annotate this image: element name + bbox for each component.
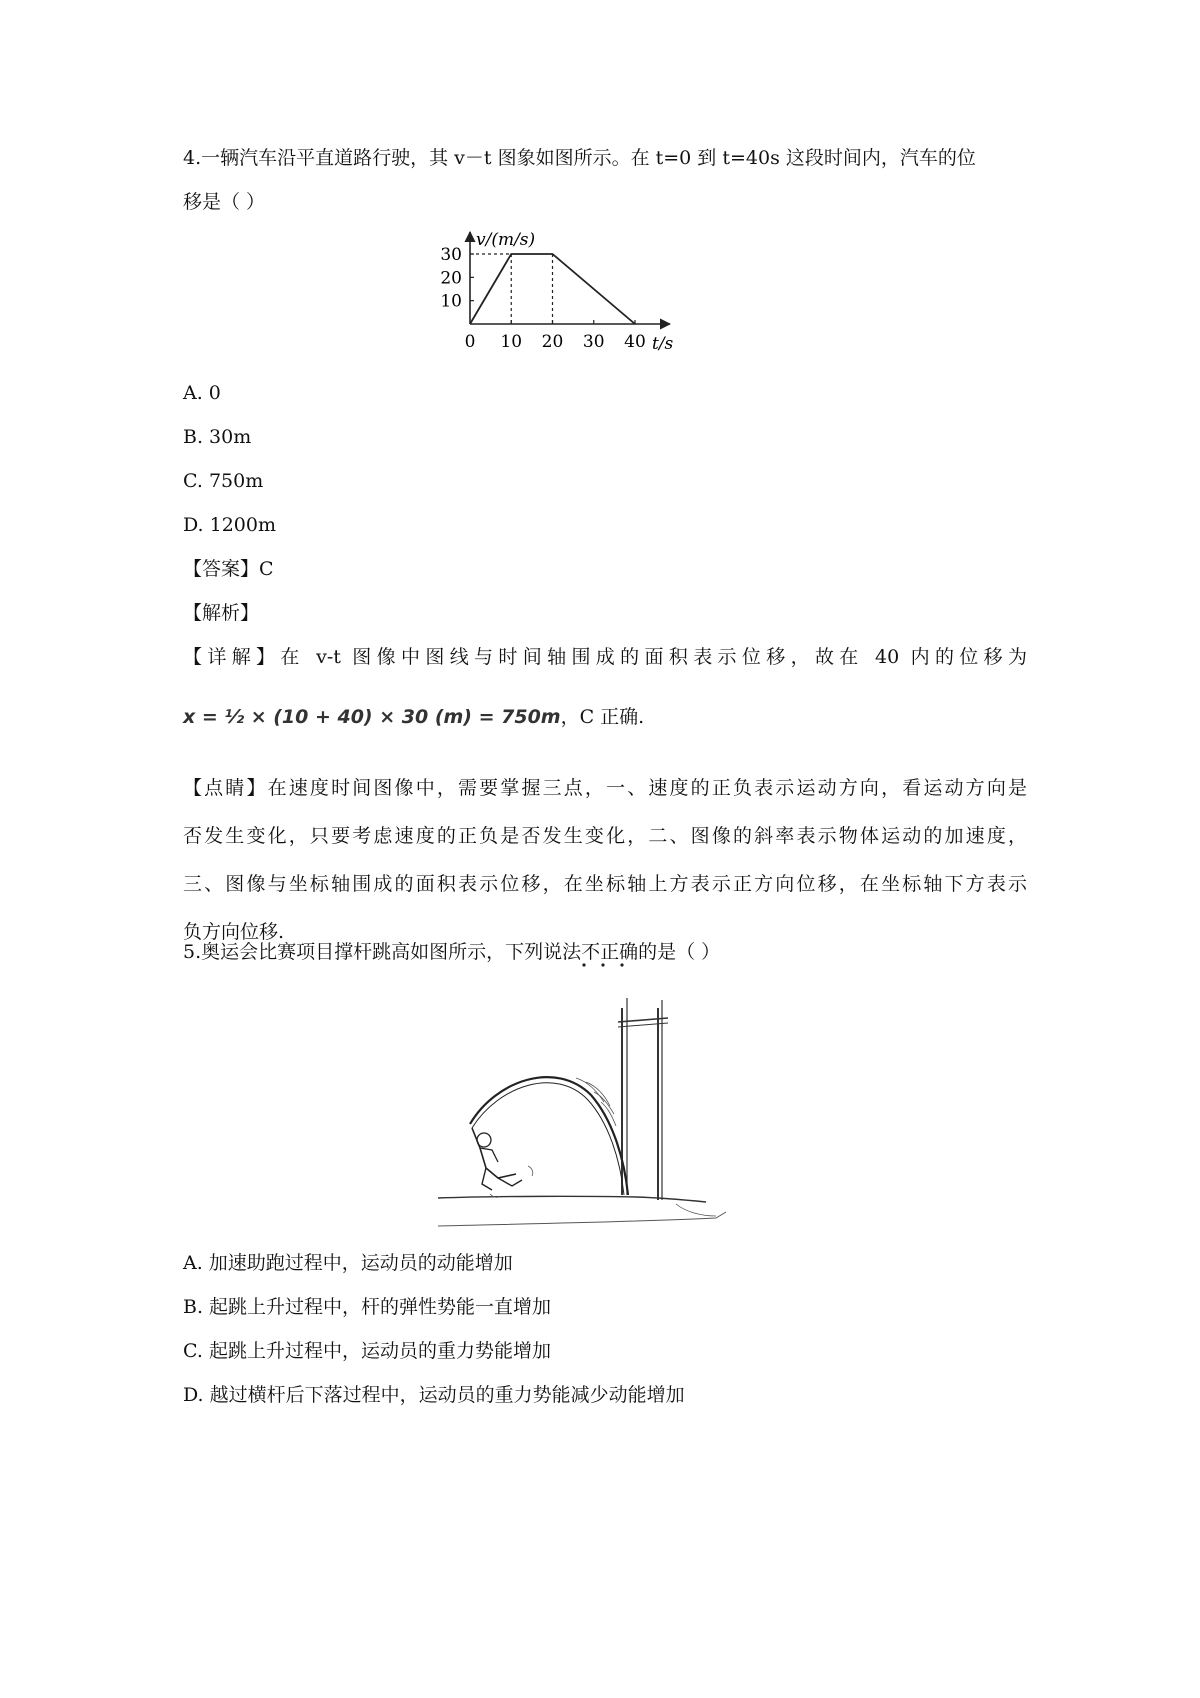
x-tick-label: 0 — [464, 332, 476, 352]
q4-tips-line2: 否发生变化，只要考虑速度的正负是否发生变化，二、图像的斜率表示物体运动的加速度， — [183, 825, 1027, 847]
q4-formula-line — [183, 702, 1027, 732]
x-tick-label: 20 — [541, 332, 564, 352]
y-axis-label: v/(m/s) — [476, 230, 536, 250]
q4-formula: x = ½ × (10 + 40) × 30 (m) = 750m — [183, 706, 561, 728]
y-tick-label: 10 — [440, 291, 462, 312]
vt-chart — [430, 228, 690, 358]
x-axis-label: t/s — [652, 334, 674, 354]
y-tick-label: 20 — [440, 268, 462, 289]
q5-option-d: D. 越过横杆后下落过程中，运动员的重力势能减少动能增加 — [183, 1384, 685, 1406]
q4-option-c: C. 750m — [183, 470, 264, 492]
pole-vault-illustration — [436, 990, 736, 1235]
emphasis-dots — [578, 960, 648, 970]
q4-option-a: A. 0 — [183, 382, 221, 404]
q4-stem-line1: 4.一辆汽车沿平直道路行驶，其 v－t 图象如图所示。在 t=0 到 t=40s 这段时间内，汽车的位 — [183, 147, 976, 169]
x-tick-label: 30 — [582, 332, 605, 352]
q5-option-a: A. 加速助跑过程中，运动员的动能增加 — [183, 1252, 513, 1274]
x-tick-label: 10 — [500, 332, 523, 352]
q4-detail — [183, 642, 1027, 672]
q4-formula-tail: ，C 正确. — [560, 706, 645, 728]
q4-option-d: D. 1200m — [183, 514, 277, 536]
q4-tips-line4: 负方向位移. — [183, 921, 285, 943]
q4-tips — [183, 764, 1027, 956]
q4-analysis-heading: 【解析】 — [183, 602, 260, 624]
q4-detail-text: 【详解】在 v-t 图像中图线与时间轴围成的面积表示位移，故在 40 内的位移为 — [183, 646, 1027, 668]
x-tick-label: 40 — [624, 332, 646, 352]
q4-tips-line1: 【点睛】在速度时间图像中，需要掌握三点，一、速度的正负表示运动方向，看运动方向是 — [183, 777, 1027, 799]
q4-answer: 【答案】C — [183, 558, 274, 580]
q4-tips-line3: 三、图像与坐标轴围成的面积表示位移，在坐标轴上方表示正方向位移，在坐标轴下方表示 — [183, 873, 1027, 895]
y-tick-label: 30 — [440, 245, 462, 265]
q4-stem-line2: 移是（ ） — [183, 191, 266, 213]
q5-option-b: B. 起跳上升过程中，杆的弹性势能一直增加 — [183, 1296, 552, 1318]
velocity-line — [470, 254, 635, 324]
q5-stem: 5.奥运会比赛项目撑杆跳高如图所示，下列说法不正确的是（ ） — [183, 941, 721, 963]
q5-option-c: C. 起跳上升过程中，运动员的重力势能增加 — [183, 1340, 551, 1362]
q4-option-b: B. 30m — [183, 426, 252, 448]
